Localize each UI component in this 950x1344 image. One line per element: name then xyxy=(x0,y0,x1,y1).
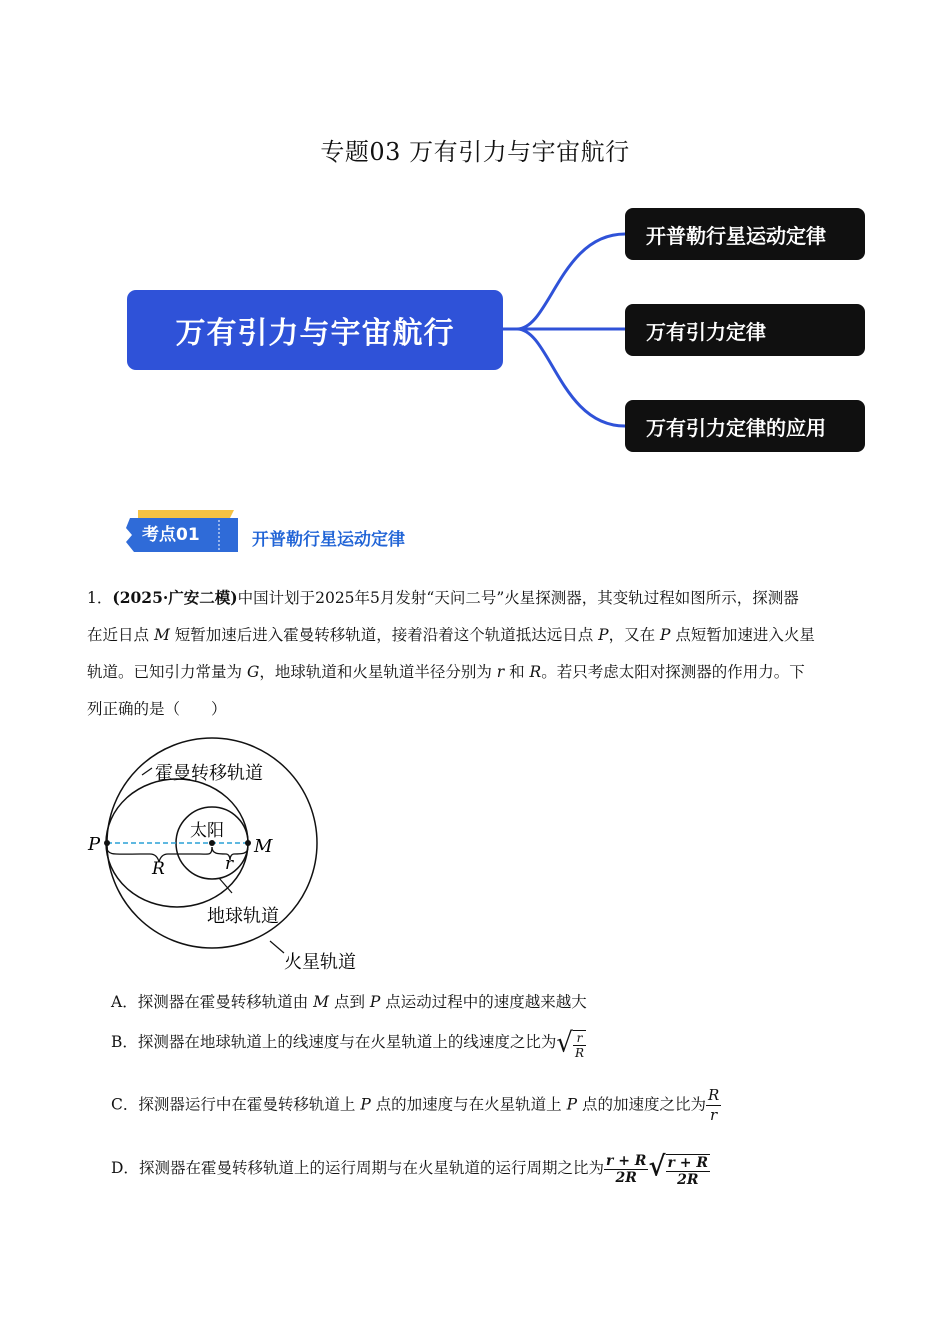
question-source: (2025·广安二模) xyxy=(112,588,238,607)
question-line-1 xyxy=(87,588,799,608)
option-a[interactable]: A．探测器在霍曼转移轨道由 M 点到 P 点运动过程中的速度越来越大 xyxy=(111,993,587,1011)
question-line-2: 在近日点 M 短暂加速后进入霍曼转移轨道，接着沿着这个轨道抵达远日点 P，又在 P 点短暂加速进入火星 xyxy=(87,626,815,644)
question-text: 中国计划于2025年5月发射“天问二号”火星探测器，其变轨过程如图所示，探测器 xyxy=(237,589,799,607)
orbit-diagram xyxy=(80,728,380,978)
option-b[interactable]: B．探测器在地球轨道上的线速度与在火星轨道上的线速度之比为 √ $\frac{r}{R}$ xyxy=(111,1027,585,1060)
option-d[interactable]: D．探测器在霍曼转移轨道上的运行周期与在火星轨道的运行周期之比为 $\frac{r + R}{2R}$ √ $\frac{r + R}{2R}$ xyxy=(111,1151,709,1188)
label-mars-orbit: 火星轨道 xyxy=(284,952,356,973)
question-line-3: 轨道。已知引力常量为 G，地球轨道和火星轨道半径分别为 r 和 R。若只考虑太阳对探测器的作用力。下 xyxy=(87,663,805,681)
sqrt-expression: √ $\frac{r + R}{2R}$ xyxy=(648,1151,709,1188)
document-title: 专题03 万有引力与宇宙航行 xyxy=(320,138,630,166)
mindmap-root-node: 万有引力与宇宙航行 xyxy=(127,290,503,370)
point-p-dot xyxy=(104,840,110,846)
fraction-expression: $\frac{R}{r}$ xyxy=(707,1086,720,1124)
label-sun: 太阳 xyxy=(190,821,224,841)
label-point-m: M xyxy=(254,836,273,857)
option-c[interactable]: C．探测器运行中在霍曼转移轨道上 P 点的加速度与在火星轨道上 P 点的加速度之比为 $\frac{R}{r}$ xyxy=(111,1086,720,1124)
sqrt-expression: √ $\frac{r}{R}$ xyxy=(556,1027,585,1060)
section-badge-label: 考点01 xyxy=(142,525,200,545)
section-title: 开普勒行星运动定律 xyxy=(252,530,405,550)
fraction-expression: $\frac{r + R}{2R}$ xyxy=(605,1152,647,1186)
question-number: 1． xyxy=(87,589,113,607)
label-radius-R: R xyxy=(152,859,165,879)
mindmap-branch-application: 万有引力定律的应用 xyxy=(625,400,865,452)
question-line-4: 列正确的是（ ） xyxy=(87,700,227,718)
label-hohmann: 霍曼转移轨道 xyxy=(155,763,263,784)
label-earth-orbit: 地球轨道 xyxy=(207,906,279,927)
mindmap-branch-gravitation: 万有引力定律 xyxy=(625,304,865,356)
point-m-dot xyxy=(245,840,251,846)
label-radius-r: r xyxy=(225,854,234,874)
mindmap-branch-kepler: 开普勒行星运动定律 xyxy=(625,208,865,260)
label-point-p: P xyxy=(88,834,101,855)
